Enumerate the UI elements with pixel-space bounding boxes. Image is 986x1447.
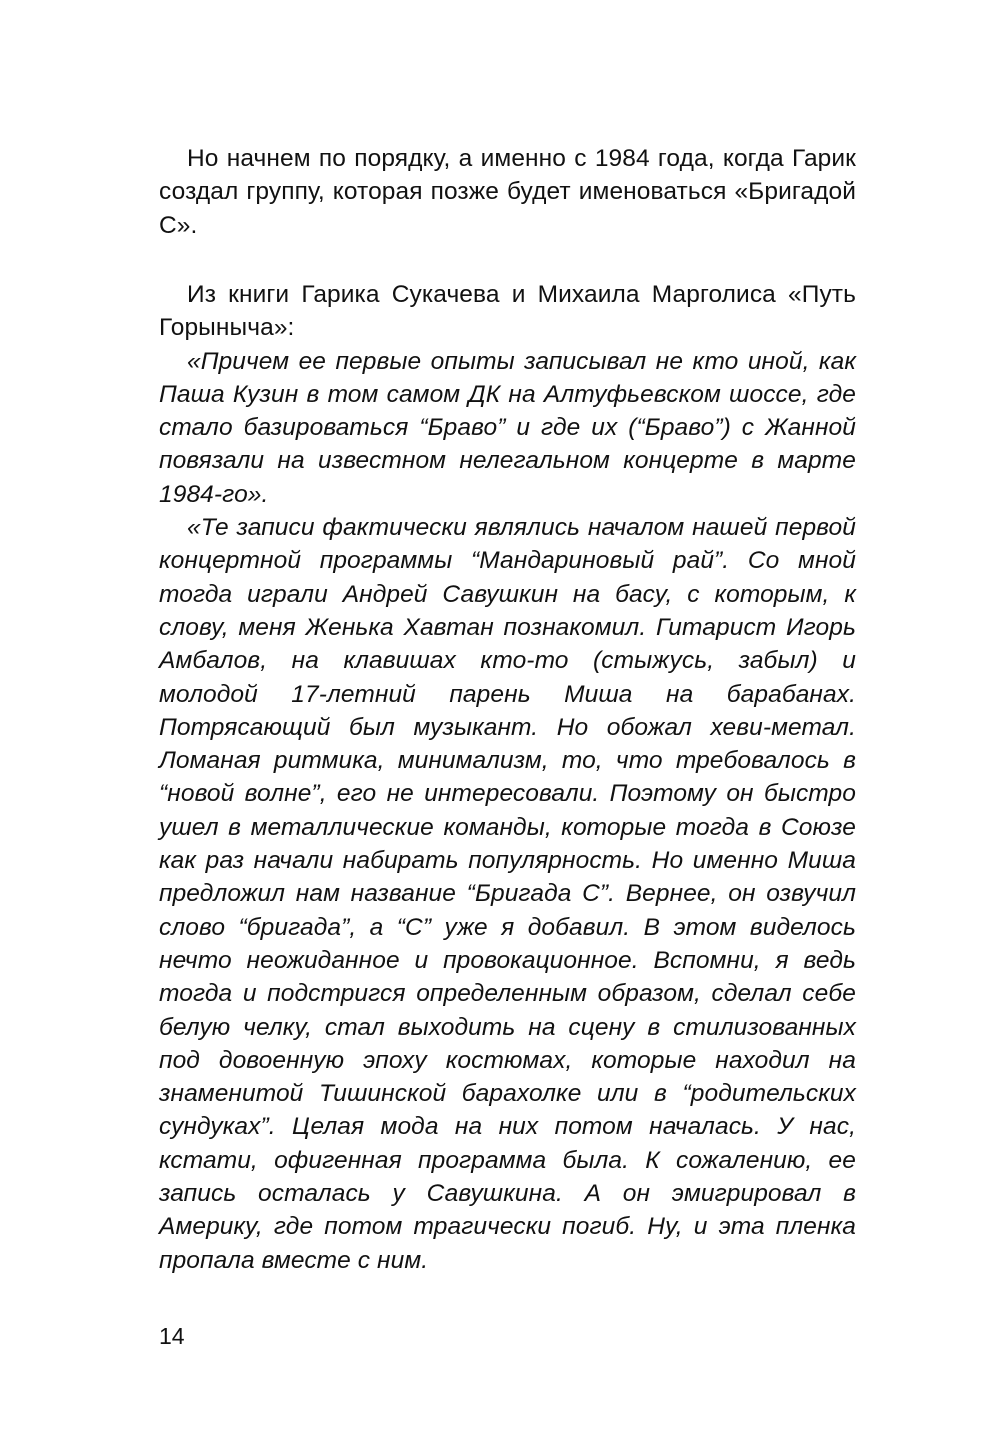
- intro-section: [159, 142, 856, 242]
- source-line: Из книги Гарика Сукачева и Михаила Марголиса «Путь Горыныча»:: [159, 281, 856, 342]
- intro-paragraph: Но начнем по порядку, а именно с 1984 года, когда Гарик создал группу, которая позже будет именоваться «Бригадой С».: [159, 145, 856, 239]
- page-number: 14: [159, 1323, 185, 1349]
- quote-paragraph-1: «Причем ее первые опыты записывал не кто иной, как Паша Кузин в том самом ДК на Алтуфьевском шоссе, где стало базироваться “Браво” и где их (“Браво”) с Жанной повязали на известном нелегальном концерте в марте 1984-го».: [159, 347, 856, 508]
- quote-paragraph-2: «Те записи фактически являлись началом нашей первой концертной программы “Мандариновый рай”. Со мной тогда играли Андрей Савушкин на басу, с которым, к слову, меня Женька Хавтан познакомил. Гитарист Игорь Амбалов, на клавишах кто-то (стыжусь, забыл) и молодой 17-летний парень Миша на барабанах. Потрясающий был музыкант. Но обожал хеви-метал. Ломаная ритмика, минимализм, то, что требовалось в “новой волне”, его не интересовали. Поэтому он быстро ушел в металлические команды, которые тогда в Союзе как раз начали набирать популярность. Но именно Миша предложил нам название “Бригада С”. Вернее, он озвучил слово “бригада”, а “С” уже я добавил. В этом виделось нечто неожиданное и провокационное. Вспомни, я ведь тогда и подстригся определенным образом, сделал себе белую челку, стал выходить на сцену в стилизованных под довоенную эпоху костюмах, которые находил на знаменитой Тишинской барахолке или в “родительских сундуках”. Целая мода на них потом началась. У нас, кстати, офигенная программа была. К сожалению, ее запись осталась у Савушкина. А он эмигрировал в Америку, где потом трагически погиб. Ну, и эта пленка пропала вместе с ним.: [159, 514, 856, 1274]
- quote-section: [159, 278, 856, 1277]
